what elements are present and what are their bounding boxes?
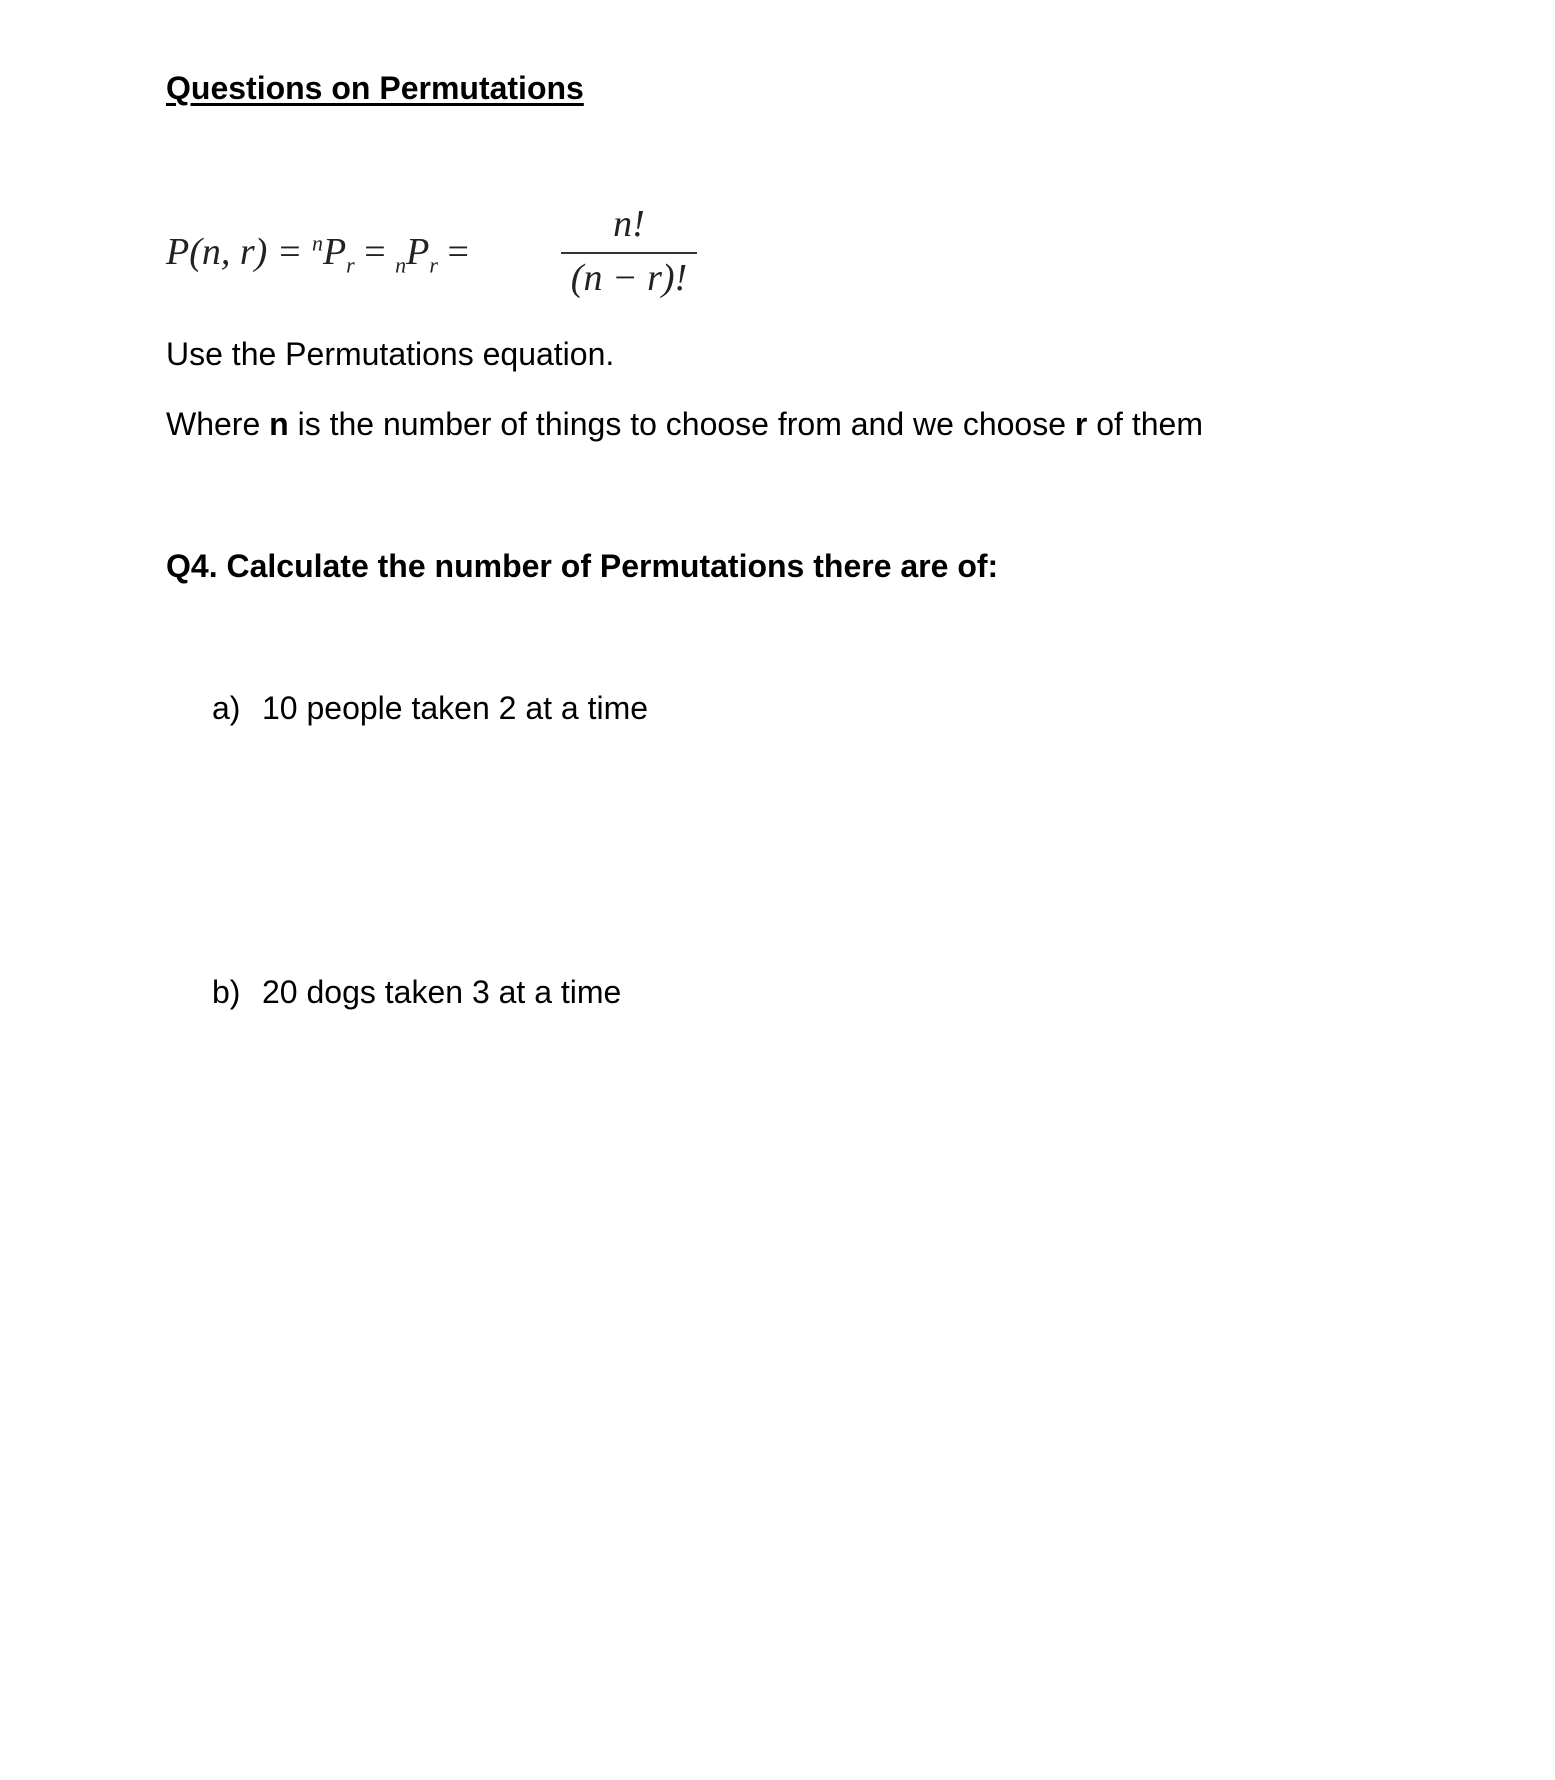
formula-lhs: P(n, r) = xyxy=(166,231,312,273)
question-item-b xyxy=(212,974,621,1011)
formula-fraction xyxy=(559,200,699,302)
variable-r: r xyxy=(1074,406,1088,442)
formula-denominator: (n − r)! xyxy=(570,257,688,299)
formula-equals-2: = xyxy=(354,231,396,273)
formula-sub1: r xyxy=(346,252,355,278)
formula-sub2: r xyxy=(429,252,438,278)
formula-p1: P xyxy=(322,231,347,273)
formula-pre-superscript: n xyxy=(311,230,323,256)
formula-left-side xyxy=(166,230,469,278)
instruction-line-2 xyxy=(166,406,1203,443)
formula-numerator: n! xyxy=(613,203,645,245)
item-marker: a) xyxy=(212,690,241,726)
formula-pre-subscript: n xyxy=(395,252,407,278)
instruction-line-1: Use the Permutations equation. xyxy=(166,336,615,372)
instruction-text-3: of them xyxy=(1087,406,1203,442)
variable-n: n xyxy=(269,406,289,442)
question-heading: Q4. Calculate the number of Permutations there are of: xyxy=(166,548,999,584)
page-title: Questions on Permutations xyxy=(166,70,584,106)
instruction-text-2: is the number of things to choose from and we choose xyxy=(288,406,1075,442)
formula-p2: P xyxy=(406,231,430,273)
item-text: 10 people taken 2 at a time xyxy=(262,690,649,726)
item-marker: b) xyxy=(212,974,241,1010)
formula-equals-3: = xyxy=(437,231,469,273)
item-text: 20 dogs taken 3 at a time xyxy=(262,974,622,1010)
question-item-a xyxy=(212,690,648,727)
instruction-text-1: Where xyxy=(166,406,270,442)
